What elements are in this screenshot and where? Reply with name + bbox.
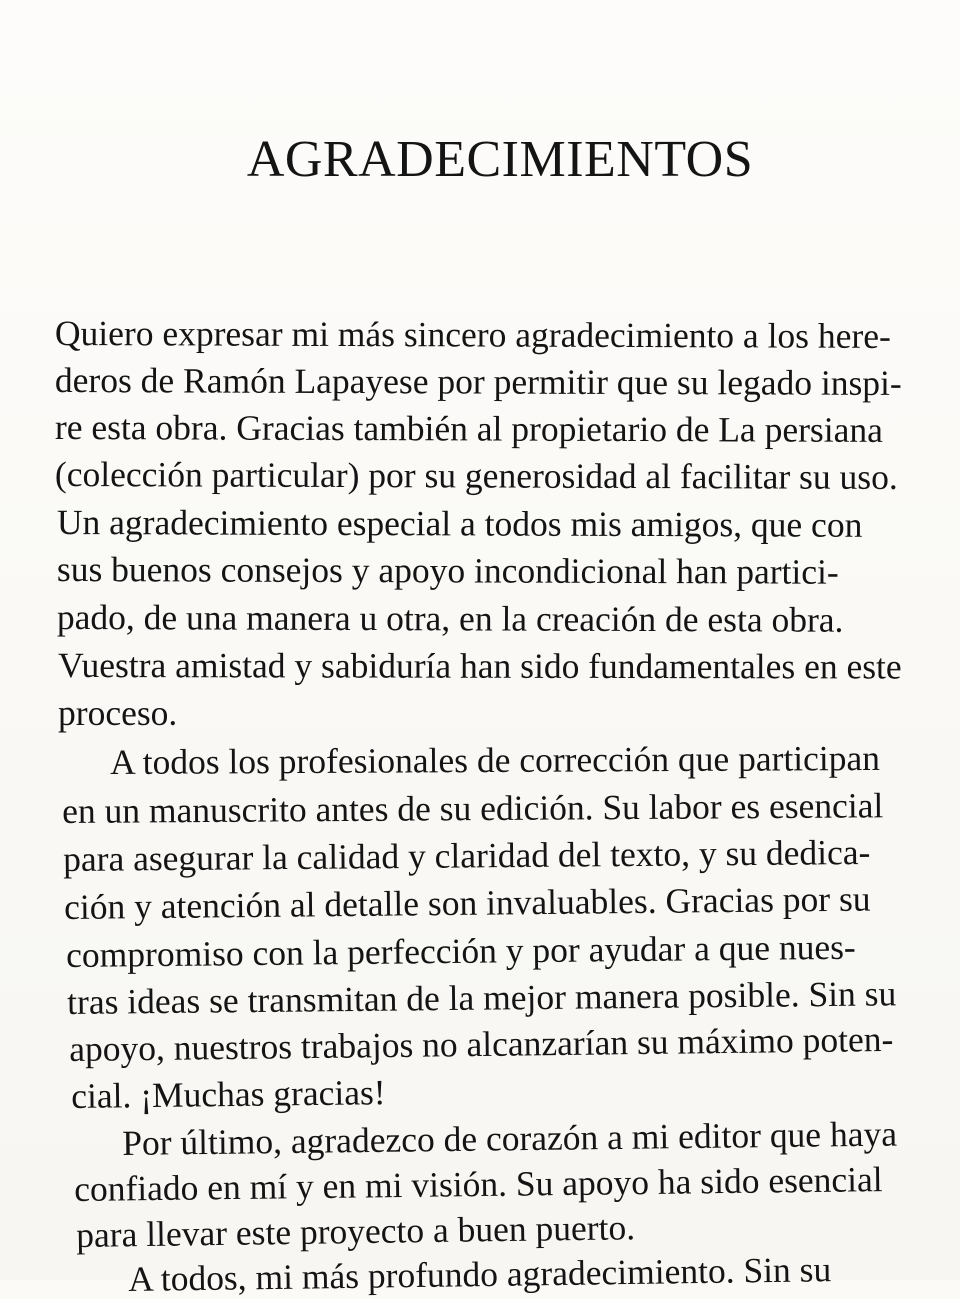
text-line: A todos los profesionales de corrección que participan	[109, 737, 881, 782]
text-line: (colección particular) por su generosidad al facilitar su uso.	[54, 454, 898, 497]
page-title: AGRADECIMIENTOS	[246, 131, 754, 188]
text-line: en un manuscrito antes de su edición. Su labor es esencial	[61, 785, 884, 831]
text-line: A todos, mi más profundo agradecimiento. Sin su	[127, 1249, 832, 1299]
text-line: para llevar este proyecto a buen puerto.	[75, 1207, 636, 1255]
text-line: confiado en mí y en mi visión. Su apoyo ha sido esencial	[73, 1159, 883, 1209]
text-line: compromiso con la perfección y por ayudar a que nues-	[65, 926, 856, 975]
text-line: re esta obra. Gracias también al propietario de La persiana	[54, 407, 883, 450]
text-line: Quiero expresar mi más sincero agradecimiento a los here-	[54, 313, 891, 356]
text-line: pado, de una manera u otra, en la creación de esta obra.	[56, 597, 844, 640]
text-line: cial. ¡Muchas gracias!	[70, 1072, 386, 1116]
text-line: ción y atención al detalle son invaluables. Gracias por su	[63, 878, 871, 927]
text-line: proceso.	[58, 693, 178, 733]
text-line: sus buenos consejos y apoyo incondicional han partici-	[56, 549, 839, 592]
text-line: para asegurar la calidad y claridad del texto, y su dedica-	[62, 831, 871, 879]
text-line: deros de Ramón Lapayese por permitir que su legado inspi-	[54, 360, 902, 403]
text-line: Vuestra amistad y sabiduría han sido fundamentales en este	[57, 645, 902, 687]
text-line: Por último, agradezco de corazón a mi editor que haya	[121, 1113, 898, 1163]
text-line: tras ideas se transmitan de la mejor manera posible. Sin su	[66, 973, 897, 1022]
text-line: Un agradecimiento especial a todos mis amigos, que con	[56, 502, 863, 545]
text-line: apoyo, nuestros trabajos no alcanzarían su máximo poten-	[68, 1018, 894, 1069]
